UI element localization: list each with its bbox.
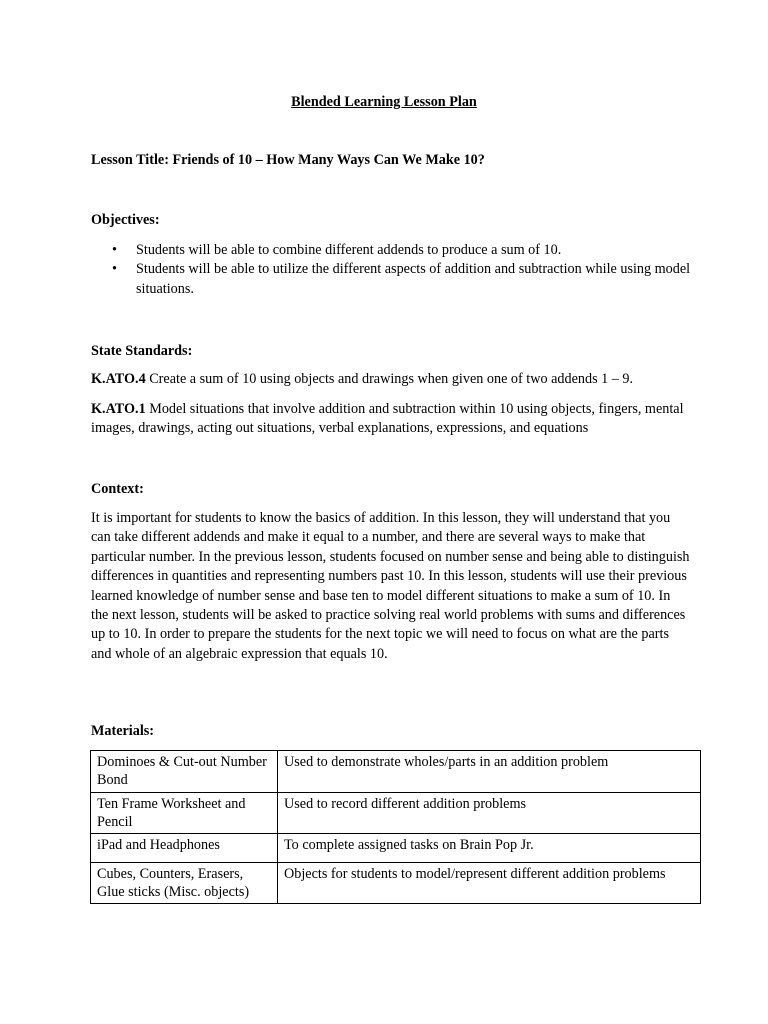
standard-code: K.ATO.1	[91, 401, 146, 417]
list-item	[91, 260, 691, 299]
context-paragraph: It is important for students to know the basics of addition. In this lesson, they will understand that you can take different addends and make it equal to a number, and there are several ways to make that particular number. In the previous lesson, students focused on number sense and being able to distinguish differences in quantities and representing numbers past 10. In this lesson, students will use their previous learned knowledge of number sense and base ten to model different situations to make a sum of 10. In the next lesson, students will be asked to practice solving real world problems with sums and differences up to 10. In order to prepare the students for the next topic we will need to focus on what are the parts and whole of an algebraic expression that equals 10.	[91, 510, 690, 662]
objective-text: Students will be able to combine different addends to produce a sum of 10.	[136, 242, 562, 258]
bullet-icon: •	[112, 242, 117, 258]
material-item-cell: Cubes, Counters, Erasers, Glue sticks (Misc. objects)	[91, 863, 278, 904]
materials-table	[90, 750, 701, 904]
state-standards-heading: State Standards:	[91, 343, 193, 359]
materials-heading: Materials:	[91, 723, 155, 739]
table-row	[91, 863, 701, 904]
material-use-cell: Used to demonstrate wholes/parts in an addition problem	[278, 751, 701, 793]
objectives-heading: Objectives:	[91, 212, 160, 228]
standard-text: Model situations that involve addition and subtraction within 10 using objects, fingers, mental images, drawings, acting out situations, verbal explanations, expressions, and equations	[91, 401, 684, 437]
objective-text: Students will be able to utilize the different aspects of addition and subtraction while using model situations.	[136, 261, 691, 297]
list-item	[91, 241, 691, 260]
standard-text: Create a sum of 10 using objects and drawings when given one of two addends 1 – 9.	[145, 371, 634, 387]
objectives-list	[91, 241, 691, 299]
context-heading: Context:	[91, 481, 144, 497]
standard-item	[91, 400, 691, 439]
material-use-cell: To complete assigned tasks on Brain Pop Jr.	[278, 834, 701, 863]
table-row	[91, 793, 701, 834]
table-row	[91, 751, 701, 793]
standard-code: K.ATO.4	[91, 371, 146, 387]
lesson-title: Lesson Title: Friends of 10 – How Many Ways Can We Make 10?	[91, 152, 485, 168]
material-use-cell: Used to record different addition problems	[278, 793, 701, 834]
material-use-cell: Objects for students to model/represent different addition problems	[278, 863, 701, 904]
material-item-cell: iPad and Headphones	[91, 834, 278, 863]
material-item-cell: Dominoes & Cut-out Number Bond	[91, 751, 278, 793]
standard-item	[91, 370, 691, 389]
table-row	[91, 834, 701, 863]
material-item-cell: Ten Frame Worksheet and Pencil	[91, 793, 278, 834]
document-title: Blended Learning Lesson Plan	[291, 94, 477, 110]
bullet-icon: •	[112, 261, 117, 278]
